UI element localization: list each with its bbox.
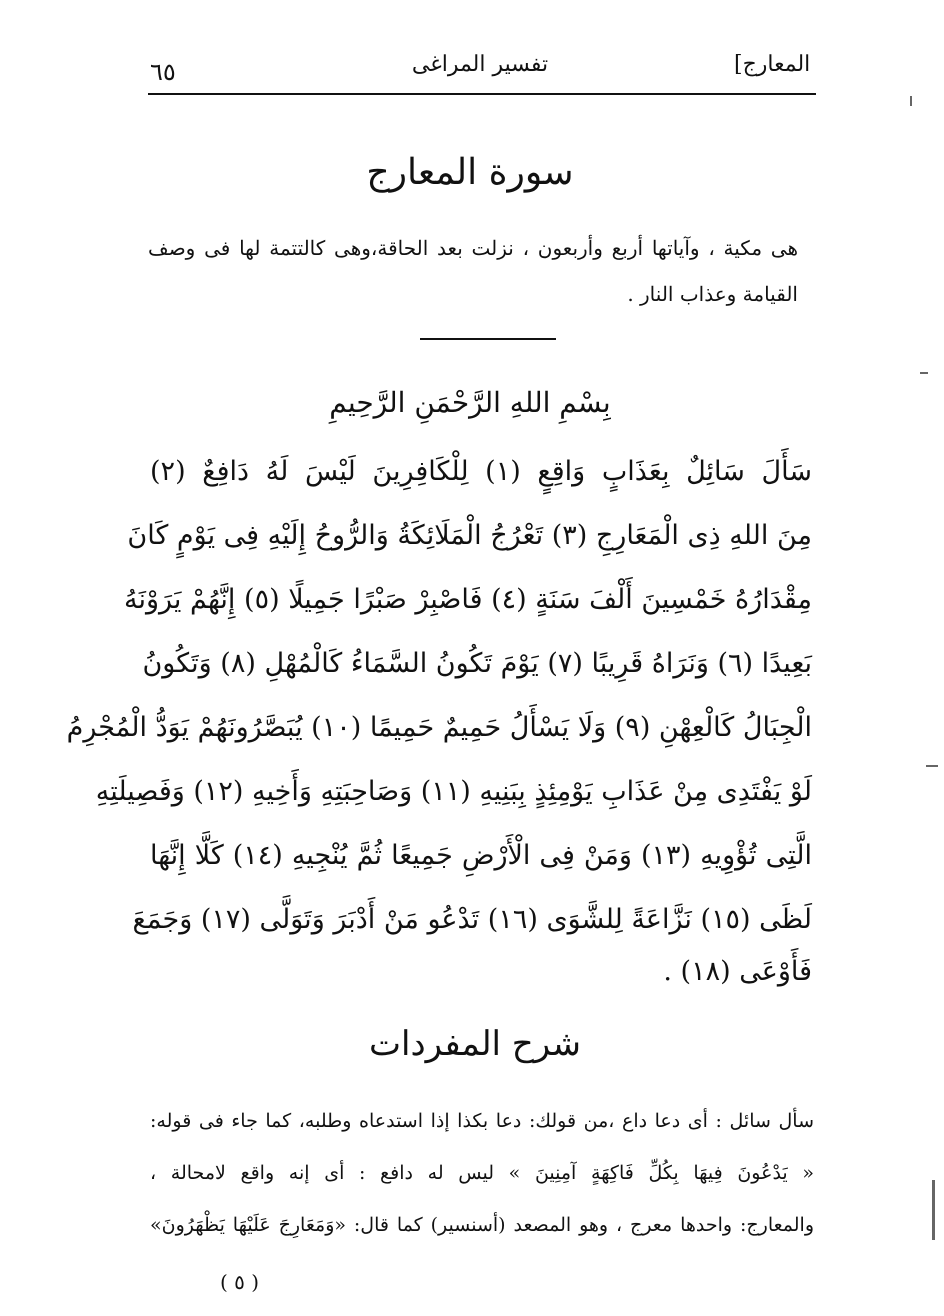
intro-line-1: هى مكية ، وآياتها أربع وأربعون ، نزلت بعد الحاقة،وهى كالتتمة لها فى وصف <box>148 236 798 260</box>
scan-mark <box>910 96 912 106</box>
explanation-line: والمعارج: واحدها معرج ، وهو المصعد (أسنسير) كما قال: «وَمَعَارِجَ عَلَيْهَا يَظْهَرُونَ» <box>150 1214 814 1236</box>
ayah-line: بَعِيدًا (٦) وَنَرَاهُ قَرِيبًا (٧) يَوْمَ تَكُونُ السَّمَاءُ كَالْمُهْلِ (٨) وَتَكُونُ <box>142 648 812 679</box>
section-header: المعارج] <box>734 52 811 77</box>
explanation-line: « يَدْعُونَ فِيهَا بِكُلِّ فَاكِهَةٍ آمِنِينَ » ليس له دافع : أى إنه واقع لامحالة ، <box>150 1162 814 1184</box>
ayah-line: فَأَوْعَى (١٨) . <box>663 956 812 987</box>
book-title: تفسير المراغى <box>411 52 549 77</box>
page-number: ٦٥ <box>150 58 176 86</box>
section-title: شرح المفردات <box>368 1024 582 1064</box>
explanation-line: سأل سائل : أى دعا داع ،من قولك: دعا بكذا إذا استدعاه وطلبه، كما جاء فى قوله: <box>150 1110 814 1132</box>
ayah-line: الَّتِى تُؤْوِيهِ (١٣) وَمَنْ فِى الْأَرْضِ جَمِيعًا ثُمَّ يُنْجِيهِ (١٤) كَلَّا إِنَّهَا <box>150 840 812 871</box>
scan-mark <box>920 372 928 374</box>
basmala: بِسْمِ اللهِ الرَّحْمَنِ الرَّحِيمِ <box>329 386 611 419</box>
header-rule <box>148 93 816 95</box>
ayah-line: سَأَلَ سَائِلٌ بِعَذَابٍ وَاقِعٍ (١) لِلْكَافِرِينَ لَيْسَ لَهُ دَافِعٌ (٢) <box>150 456 812 487</box>
ayah-line: لَظَى (١٥) نَزَّاعَةً لِلشَّوَى (١٦) تَدْعُو مَنْ أَدْبَرَ وَتَوَلَّى (١٧) وَجَمَعَ <box>132 904 812 935</box>
ayah-line: مِنَ اللهِ ذِى الْمَعَارِجِ (٣) تَعْرُجُ الْمَلَائِكَةُ وَالرُّوحُ إِلَيْهِ فِى يَوْمٍ كَانَ <box>127 520 812 551</box>
ayah-line: الْجِبَالُ كَالْعِهْنِ (٩) وَلَا يَسْأَلُ حَمِيمٌ حَمِيمًا (١٠) يُبَصَّرُونَهُمْ يَوَدُّ الْمُجْرِمُ <box>66 712 812 743</box>
intro-line-2: القيامة وعذاب النار . <box>627 282 798 306</box>
divider-rule <box>420 338 556 340</box>
signature-mark: ( ٥ ) <box>220 1270 260 1294</box>
sura-title: سورة المعارج <box>366 152 574 193</box>
ayah-line: لَوْ يَفْتَدِى مِنْ عَذَابِ يَوْمِئِذٍ بِبَنِيهِ (١١) وَصَاحِبَتِهِ وَأَخِيهِ (١٢) وَفَصِيلَتِهِ <box>95 776 812 807</box>
scan-mark <box>926 765 938 767</box>
ayah-line: مِقْدَارُهُ خَمْسِينَ أَلْفَ سَنَةٍ (٤) فَاصْبِرْ صَبْرًا جَمِيلًا (٥) إِنَّهُمْ يَرَوْنَهُ <box>123 584 812 615</box>
scan-mark <box>932 1180 935 1240</box>
